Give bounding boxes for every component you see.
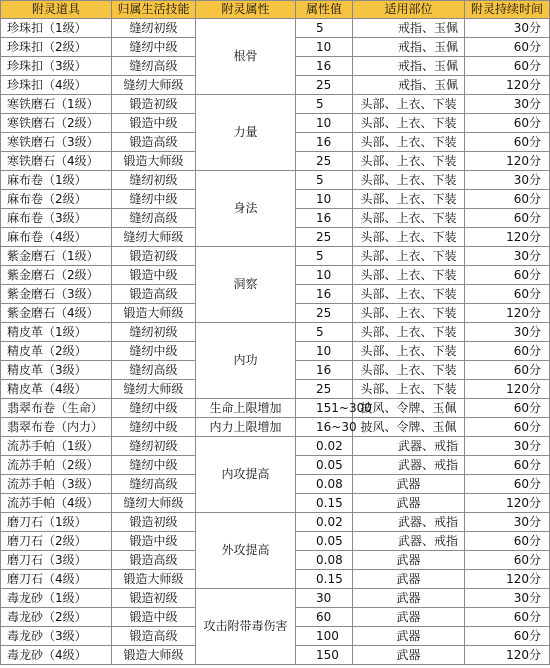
header-item: 附灵道具 bbox=[1, 1, 112, 19]
duration-cell: 60分 bbox=[465, 456, 550, 475]
value-cell: 25 bbox=[296, 380, 353, 399]
parts-cell: 头部、上衣、下装 bbox=[353, 361, 465, 380]
header-value: 属性值 bbox=[296, 1, 353, 19]
value-cell: 16 bbox=[296, 285, 353, 304]
duration-cell: 60分 bbox=[465, 285, 550, 304]
skill-cell: 缝纫大师级 bbox=[112, 380, 196, 399]
item-cell: 珍珠扣（1级） bbox=[1, 19, 112, 38]
item-cell: 流苏手帕（3级） bbox=[1, 475, 112, 494]
parts-cell: 武器 bbox=[353, 494, 465, 513]
parts-cell: 头部、上衣、下装 bbox=[353, 114, 465, 133]
parts-cell: 武器、戒指 bbox=[353, 513, 465, 532]
item-cell: 紫金磨石（4级） bbox=[1, 304, 112, 323]
table-row bbox=[1, 19, 550, 38]
parts-cell: 戒指、玉佩 bbox=[353, 19, 465, 38]
parts-cell: 戒指、玉佩 bbox=[353, 76, 465, 95]
parts-cell: 头部、上衣、下装 bbox=[353, 95, 465, 114]
header-row bbox=[1, 1, 550, 19]
skill-cell: 锻造初级 bbox=[112, 513, 196, 532]
value-cell: 16 bbox=[296, 209, 353, 228]
value-cell: 5 bbox=[296, 95, 353, 114]
item-cell: 磨刀石（4级） bbox=[1, 570, 112, 589]
value-cell: 0.15 bbox=[296, 494, 353, 513]
item-cell: 珍珠扣（2级） bbox=[1, 38, 112, 57]
skill-cell: 缝纫高级 bbox=[112, 209, 196, 228]
skill-cell: 锻造中级 bbox=[112, 114, 196, 133]
duration-cell: 60分 bbox=[465, 399, 550, 418]
item-cell: 珍珠扣（3级） bbox=[1, 57, 112, 76]
parts-cell: 武器、戒指 bbox=[353, 437, 465, 456]
skill-cell: 锻造高级 bbox=[112, 627, 196, 646]
skill-cell: 缝纫中级 bbox=[112, 418, 196, 437]
value-cell: 5 bbox=[296, 323, 353, 342]
attribute-cell: 内攻提高 bbox=[196, 437, 296, 513]
parts-cell: 头部、上衣、下装 bbox=[353, 266, 465, 285]
skill-cell: 缝纫初级 bbox=[112, 323, 196, 342]
duration-cell: 120分 bbox=[465, 76, 550, 95]
header-parts: 适用部位 bbox=[353, 1, 465, 19]
parts-cell: 头部、上衣、下装 bbox=[353, 228, 465, 247]
parts-cell: 头部、上衣、下装 bbox=[353, 285, 465, 304]
value-cell: 16~30 bbox=[296, 418, 353, 437]
value-cell: 10 bbox=[296, 38, 353, 57]
item-cell: 流苏手帕（2级） bbox=[1, 456, 112, 475]
skill-cell: 锻造高级 bbox=[112, 551, 196, 570]
item-cell: 精皮革（4级） bbox=[1, 380, 112, 399]
item-cell: 寒铁磨石（1级） bbox=[1, 95, 112, 114]
parts-cell: 头部、上衣、下装 bbox=[353, 380, 465, 399]
parts-cell: 武器 bbox=[353, 589, 465, 608]
value-cell: 10 bbox=[296, 114, 353, 133]
skill-cell: 缝纫中级 bbox=[112, 399, 196, 418]
skill-cell: 锻造初级 bbox=[112, 95, 196, 114]
skill-cell: 锻造大师级 bbox=[112, 152, 196, 171]
parts-cell: 武器 bbox=[353, 627, 465, 646]
item-cell: 紫金磨石（2级） bbox=[1, 266, 112, 285]
skill-cell: 缝纫大师级 bbox=[112, 494, 196, 513]
duration-cell: 120分 bbox=[465, 228, 550, 247]
parts-cell: 头部、上衣、下装 bbox=[353, 171, 465, 190]
value-cell: 0.05 bbox=[296, 456, 353, 475]
parts-cell: 武器、戒指 bbox=[353, 456, 465, 475]
duration-cell: 120分 bbox=[465, 304, 550, 323]
parts-cell: 头部、上衣、下装 bbox=[353, 323, 465, 342]
attribute-cell: 生命上限增加 bbox=[196, 399, 296, 418]
duration-cell: 120分 bbox=[465, 494, 550, 513]
skill-cell: 锻造中级 bbox=[112, 608, 196, 627]
value-cell: 150 bbox=[296, 646, 353, 665]
skill-cell: 缝纫中级 bbox=[112, 190, 196, 209]
item-cell: 麻布卷（3级） bbox=[1, 209, 112, 228]
attribute-cell: 洞察 bbox=[196, 247, 296, 323]
value-cell: 16 bbox=[296, 57, 353, 76]
value-cell: 25 bbox=[296, 152, 353, 171]
skill-cell: 缝纫初级 bbox=[112, 19, 196, 38]
duration-cell: 30分 bbox=[465, 589, 550, 608]
table-row bbox=[1, 247, 550, 266]
duration-cell: 30分 bbox=[465, 323, 550, 342]
value-cell: 5 bbox=[296, 19, 353, 38]
duration-cell: 60分 bbox=[465, 114, 550, 133]
value-cell: 25 bbox=[296, 76, 353, 95]
skill-cell: 缝纫初级 bbox=[112, 171, 196, 190]
value-cell: 0.08 bbox=[296, 475, 353, 494]
table-row bbox=[1, 171, 550, 190]
value-cell: 16 bbox=[296, 133, 353, 152]
skill-cell: 缝纫大师级 bbox=[112, 76, 196, 95]
duration-cell: 30分 bbox=[465, 95, 550, 114]
value-cell: 0.05 bbox=[296, 532, 353, 551]
value-cell: 0.08 bbox=[296, 551, 353, 570]
duration-cell: 120分 bbox=[465, 152, 550, 171]
duration-cell: 60分 bbox=[465, 57, 550, 76]
parts-cell: 头部、上衣、下装 bbox=[353, 190, 465, 209]
parts-cell: 披风、令牌、玉佩 bbox=[353, 418, 465, 437]
table-row bbox=[1, 513, 550, 532]
parts-cell: 头部、上衣、下装 bbox=[353, 304, 465, 323]
skill-cell: 缝纫中级 bbox=[112, 456, 196, 475]
duration-cell: 30分 bbox=[465, 437, 550, 456]
duration-cell: 60分 bbox=[465, 209, 550, 228]
item-cell: 精皮革（3级） bbox=[1, 361, 112, 380]
value-cell: 10 bbox=[296, 342, 353, 361]
header-attribute: 附灵属性 bbox=[196, 1, 296, 19]
duration-cell: 60分 bbox=[465, 532, 550, 551]
value-cell: 0.15 bbox=[296, 570, 353, 589]
parts-cell: 武器 bbox=[353, 551, 465, 570]
header-skill: 归属生活技能 bbox=[112, 1, 196, 19]
duration-cell: 60分 bbox=[465, 608, 550, 627]
value-cell: 10 bbox=[296, 266, 353, 285]
item-cell: 翡翠布卷（内力） bbox=[1, 418, 112, 437]
skill-cell: 锻造大师级 bbox=[112, 304, 196, 323]
parts-cell: 头部、上衣、下装 bbox=[353, 133, 465, 152]
duration-cell: 60分 bbox=[465, 38, 550, 57]
attribute-cell: 外攻提高 bbox=[196, 513, 296, 589]
item-cell: 紫金磨石（1级） bbox=[1, 247, 112, 266]
duration-cell: 60分 bbox=[465, 361, 550, 380]
value-cell: 25 bbox=[296, 228, 353, 247]
skill-cell: 缝纫大师级 bbox=[112, 228, 196, 247]
item-cell: 寒铁磨石（3级） bbox=[1, 133, 112, 152]
table-row bbox=[1, 399, 550, 418]
item-cell: 寒铁磨石（2级） bbox=[1, 114, 112, 133]
duration-cell: 120分 bbox=[465, 646, 550, 665]
item-cell: 珍珠扣（4级） bbox=[1, 76, 112, 95]
item-cell: 毒龙砂（2级） bbox=[1, 608, 112, 627]
skill-cell: 缝纫中级 bbox=[112, 342, 196, 361]
value-cell: 5 bbox=[296, 171, 353, 190]
skill-cell: 缝纫高级 bbox=[112, 361, 196, 380]
item-cell: 翡翠布卷（生命） bbox=[1, 399, 112, 418]
skill-cell: 锻造大师级 bbox=[112, 646, 196, 665]
attribute-cell: 攻击附带毒伤害 bbox=[196, 589, 296, 665]
item-cell: 寒铁磨石（4级） bbox=[1, 152, 112, 171]
header-duration: 附灵持续时间 bbox=[465, 1, 550, 19]
item-cell: 精皮革（2级） bbox=[1, 342, 112, 361]
skill-cell: 锻造大师级 bbox=[112, 570, 196, 589]
parts-cell: 披风、令牌、玉佩 bbox=[353, 399, 465, 418]
parts-cell: 武器 bbox=[353, 570, 465, 589]
parts-cell: 头部、上衣、下装 bbox=[353, 209, 465, 228]
skill-cell: 锻造高级 bbox=[112, 133, 196, 152]
attribute-cell: 内力上限增加 bbox=[196, 418, 296, 437]
duration-cell: 60分 bbox=[465, 342, 550, 361]
value-cell: 151~300 bbox=[296, 399, 353, 418]
duration-cell: 60分 bbox=[465, 190, 550, 209]
attribute-cell: 内功 bbox=[196, 323, 296, 399]
skill-cell: 锻造中级 bbox=[112, 532, 196, 551]
skill-cell: 锻造高级 bbox=[112, 285, 196, 304]
table-row bbox=[1, 95, 550, 114]
skill-cell: 缝纫高级 bbox=[112, 475, 196, 494]
duration-cell: 30分 bbox=[465, 513, 550, 532]
duration-cell: 30分 bbox=[465, 19, 550, 38]
skill-cell: 缝纫高级 bbox=[112, 57, 196, 76]
duration-cell: 60分 bbox=[465, 266, 550, 285]
duration-cell: 60分 bbox=[465, 627, 550, 646]
value-cell: 5 bbox=[296, 247, 353, 266]
value-cell: 30 bbox=[296, 589, 353, 608]
duration-cell: 30分 bbox=[465, 171, 550, 190]
skill-cell: 锻造中级 bbox=[112, 266, 196, 285]
table-row bbox=[1, 437, 550, 456]
value-cell: 0.02 bbox=[296, 437, 353, 456]
parts-cell: 戒指、玉佩 bbox=[353, 38, 465, 57]
table-body bbox=[1, 19, 550, 665]
item-cell: 精皮革（1级） bbox=[1, 323, 112, 342]
parts-cell: 头部、上衣、下装 bbox=[353, 152, 465, 171]
item-cell: 毒龙砂（3级） bbox=[1, 627, 112, 646]
parts-cell: 武器 bbox=[353, 608, 465, 627]
item-cell: 毒龙砂（4级） bbox=[1, 646, 112, 665]
table-row bbox=[1, 418, 550, 437]
attribute-cell: 根骨 bbox=[196, 19, 296, 95]
item-cell: 麻布卷（1级） bbox=[1, 171, 112, 190]
value-cell: 25 bbox=[296, 304, 353, 323]
item-cell: 流苏手帕（4级） bbox=[1, 494, 112, 513]
skill-cell: 缝纫初级 bbox=[112, 437, 196, 456]
skill-cell: 缝纫中级 bbox=[112, 38, 196, 57]
duration-cell: 60分 bbox=[465, 418, 550, 437]
attribute-cell: 力量 bbox=[196, 95, 296, 171]
value-cell: 16 bbox=[296, 361, 353, 380]
item-cell: 麻布卷（4级） bbox=[1, 228, 112, 247]
parts-cell: 头部、上衣、下装 bbox=[353, 247, 465, 266]
value-cell: 60 bbox=[296, 608, 353, 627]
item-cell: 磨刀石（2级） bbox=[1, 532, 112, 551]
value-cell: 100 bbox=[296, 627, 353, 646]
duration-cell: 30分 bbox=[465, 247, 550, 266]
skill-cell: 锻造初级 bbox=[112, 247, 196, 266]
value-cell: 0.02 bbox=[296, 513, 353, 532]
item-cell: 磨刀石（1级） bbox=[1, 513, 112, 532]
parts-cell: 戒指、玉佩 bbox=[353, 57, 465, 76]
duration-cell: 60分 bbox=[465, 551, 550, 570]
parts-cell: 头部、上衣、下装 bbox=[353, 342, 465, 361]
item-cell: 磨刀石（3级） bbox=[1, 551, 112, 570]
value-cell: 10 bbox=[296, 190, 353, 209]
table-row bbox=[1, 323, 550, 342]
parts-cell: 武器、戒指 bbox=[353, 532, 465, 551]
item-cell: 紫金磨石（3级） bbox=[1, 285, 112, 304]
duration-cell: 60分 bbox=[465, 133, 550, 152]
item-cell: 麻布卷（2级） bbox=[1, 190, 112, 209]
item-cell: 毒龙砂（1级） bbox=[1, 589, 112, 608]
duration-cell: 120分 bbox=[465, 380, 550, 399]
item-cell: 流苏手帕（1级） bbox=[1, 437, 112, 456]
attribute-cell: 身法 bbox=[196, 171, 296, 247]
skill-cell: 锻造初级 bbox=[112, 589, 196, 608]
duration-cell: 120分 bbox=[465, 570, 550, 589]
duration-cell: 60分 bbox=[465, 475, 550, 494]
table-row bbox=[1, 589, 550, 608]
parts-cell: 武器 bbox=[353, 475, 465, 494]
parts-cell: 武器 bbox=[353, 646, 465, 665]
